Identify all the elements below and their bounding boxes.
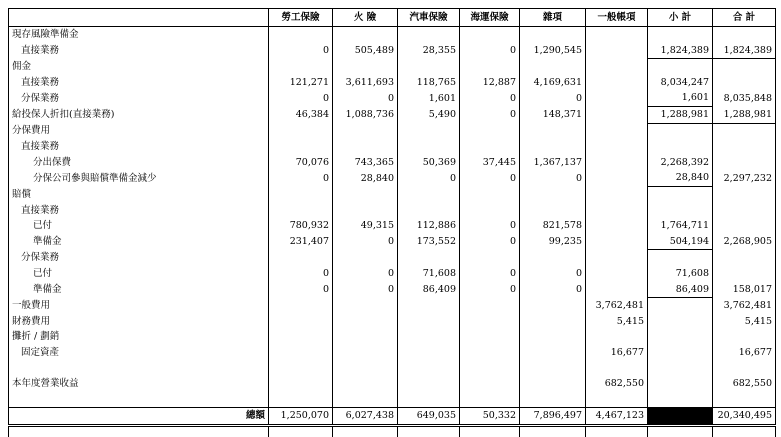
value-cell: 682,550	[713, 376, 776, 392]
value-cell: 0	[520, 170, 586, 186]
value-cell	[586, 392, 648, 408]
value-cell	[520, 59, 586, 75]
value-cell	[586, 186, 648, 202]
total-row	[9, 408, 776, 426]
value-cell	[460, 250, 520, 266]
value-cell	[269, 123, 333, 139]
value-cell	[269, 27, 333, 43]
table-row	[9, 155, 776, 171]
row-label: 直接業務	[9, 75, 269, 91]
value-cell: 28,840	[648, 170, 713, 186]
value-cell	[586, 329, 648, 345]
value-cell	[520, 139, 586, 155]
value-cell	[460, 59, 520, 75]
value-cell	[586, 266, 648, 282]
value-cell	[586, 75, 648, 91]
value-cell: 1,088,736	[333, 106, 398, 123]
value-cell: 0	[460, 90, 520, 106]
value-cell: 0	[460, 43, 520, 59]
value-cell	[648, 329, 713, 345]
value-cell	[586, 282, 648, 298]
value-cell	[648, 123, 713, 139]
table-row	[9, 360, 776, 376]
value-cell: 4,169,631	[520, 75, 586, 91]
value-cell	[520, 329, 586, 345]
value-cell: 780,932	[269, 218, 333, 234]
value-cell: 5,415	[713, 314, 776, 330]
table-row	[9, 218, 776, 234]
footer-row	[9, 425, 776, 437]
value-cell: 0	[269, 170, 333, 186]
value-cell: 16,677	[586, 345, 648, 361]
value-cell	[586, 218, 648, 234]
table-row	[9, 376, 776, 392]
value-cell	[586, 234, 648, 250]
value-cell: 5,415	[586, 314, 648, 330]
table-row	[9, 170, 776, 186]
value-cell	[333, 376, 398, 392]
table-row	[9, 106, 776, 123]
row-label: 固定資產	[9, 345, 269, 361]
row-label: 現存風險準備金	[9, 27, 269, 43]
row-label: 已付	[9, 218, 269, 234]
value-cell: 1,288,981	[713, 106, 776, 123]
value-cell: 743,365	[333, 155, 398, 171]
value-cell: 3,611,693	[333, 75, 398, 91]
subtotal-blackout-cell	[648, 408, 713, 426]
row-label: 已付	[9, 266, 269, 282]
value-cell	[586, 250, 648, 266]
value-cell	[648, 27, 713, 43]
value-cell	[460, 186, 520, 202]
value-cell	[713, 186, 776, 202]
value-cell	[648, 392, 713, 408]
table-row	[9, 250, 776, 266]
value-cell	[460, 360, 520, 376]
value-cell	[398, 360, 460, 376]
value-cell: 1,367,137	[520, 155, 586, 171]
value-cell: 16,677	[713, 345, 776, 361]
value-cell: 86,409	[398, 282, 460, 298]
table-row	[9, 329, 776, 345]
header-general-items: 一般帳項	[586, 9, 648, 27]
value-cell: 50,369	[398, 155, 460, 171]
value-cell: 0	[520, 282, 586, 298]
value-cell: 173,552	[398, 234, 460, 250]
table-row	[9, 298, 776, 314]
value-cell: 505,489	[333, 43, 398, 59]
value-cell	[398, 186, 460, 202]
row-label: 本年度營業收益	[9, 376, 269, 392]
row-label: 準備金	[9, 234, 269, 250]
value-cell	[713, 155, 776, 171]
value-cell	[713, 203, 776, 219]
value-cell: 118,765	[398, 75, 460, 91]
table-row	[9, 266, 776, 282]
header-marine-insurance: 海運保險	[460, 9, 520, 27]
value-cell	[520, 186, 586, 202]
header-miscellaneous: 雜項	[520, 9, 586, 27]
value-cell: 821,578	[520, 218, 586, 234]
value-cell: 46,384	[269, 106, 333, 123]
value-cell	[586, 139, 648, 155]
financial-table	[8, 8, 776, 437]
value-cell	[269, 203, 333, 219]
row-label: 佣金	[9, 59, 269, 75]
value-cell: 71,608	[648, 266, 713, 282]
value-cell	[333, 392, 398, 408]
value-cell: 8,035,848	[713, 90, 776, 106]
value-cell	[333, 203, 398, 219]
value-cell	[586, 59, 648, 75]
table-row	[9, 203, 776, 219]
table-row	[9, 27, 776, 43]
row-label: 直接業務	[9, 203, 269, 219]
header-row	[9, 9, 776, 27]
value-cell	[333, 59, 398, 75]
row-label: 財務費用	[9, 314, 269, 330]
value-cell	[520, 250, 586, 266]
value-cell	[460, 203, 520, 219]
value-cell	[333, 250, 398, 266]
value-cell	[333, 360, 398, 376]
value-cell: 0	[460, 218, 520, 234]
value-cell	[648, 345, 713, 361]
value-cell	[648, 203, 713, 219]
value-cell	[713, 360, 776, 376]
value-cell	[269, 314, 333, 330]
value-cell	[713, 123, 776, 139]
value-cell	[460, 314, 520, 330]
value-cell	[333, 329, 398, 345]
value-cell: 231,407	[269, 234, 333, 250]
value-cell: 0	[269, 282, 333, 298]
value-cell	[520, 360, 586, 376]
row-label: 分保公司參與賠償準備金減少	[9, 170, 269, 186]
value-cell	[520, 345, 586, 361]
total-cell: 20,340,495	[713, 408, 776, 426]
row-label	[9, 392, 269, 408]
value-cell	[398, 392, 460, 408]
value-cell: 0	[460, 282, 520, 298]
value-cell	[460, 139, 520, 155]
value-cell	[586, 43, 648, 59]
value-cell	[333, 298, 398, 314]
total-cell: 7,896,497	[520, 408, 586, 426]
row-label: 給投保人折扣(直接業務)	[9, 106, 269, 123]
value-cell: 86,409	[648, 282, 713, 298]
value-cell: 1,824,389	[713, 43, 776, 59]
value-cell	[648, 360, 713, 376]
value-cell: 0	[460, 170, 520, 186]
value-cell: 0	[460, 106, 520, 123]
value-cell: 682,550	[586, 376, 648, 392]
value-cell: 37,445	[460, 155, 520, 171]
value-cell	[586, 155, 648, 171]
total-cell: 6,027,438	[333, 408, 398, 426]
value-cell	[713, 329, 776, 345]
value-cell	[269, 298, 333, 314]
value-cell: 0	[460, 234, 520, 250]
total-cell: 4,467,123	[586, 408, 648, 426]
value-cell: 0	[333, 90, 398, 106]
value-cell	[269, 186, 333, 202]
value-cell: 121,271	[269, 75, 333, 91]
value-cell	[713, 218, 776, 234]
row-label: 分出保費	[9, 155, 269, 171]
value-cell: 1,601	[398, 90, 460, 106]
row-label: 賠償	[9, 186, 269, 202]
value-cell	[460, 376, 520, 392]
value-cell	[648, 376, 713, 392]
table-row	[9, 139, 776, 155]
value-cell: 0	[520, 90, 586, 106]
value-cell	[398, 345, 460, 361]
value-cell	[713, 59, 776, 75]
value-cell	[586, 203, 648, 219]
table-row	[9, 186, 776, 202]
value-cell	[460, 298, 520, 314]
value-cell	[333, 186, 398, 202]
value-cell	[586, 170, 648, 186]
value-cell: 2,297,232	[713, 170, 776, 186]
value-cell: 112,886	[398, 218, 460, 234]
value-cell	[713, 392, 776, 408]
table-row	[9, 345, 776, 361]
value-cell: 0	[520, 266, 586, 282]
value-cell: 0	[460, 266, 520, 282]
value-cell	[460, 345, 520, 361]
value-cell	[648, 314, 713, 330]
value-cell	[520, 203, 586, 219]
value-cell	[460, 329, 520, 345]
value-cell	[713, 266, 776, 282]
value-cell: 3,762,481	[713, 298, 776, 314]
total-cell: 649,035	[398, 408, 460, 426]
value-cell	[398, 139, 460, 155]
table-row	[9, 90, 776, 106]
total-label: 總額	[9, 408, 269, 426]
value-cell: 0	[333, 266, 398, 282]
header-fire-insurance: 火 險	[333, 9, 398, 27]
table-row	[9, 59, 776, 75]
value-cell	[398, 329, 460, 345]
value-cell	[648, 59, 713, 75]
table-row	[9, 123, 776, 139]
value-cell	[460, 392, 520, 408]
value-cell: 148,371	[520, 106, 586, 123]
row-label: 準備金	[9, 282, 269, 298]
table-row	[9, 43, 776, 59]
value-cell	[269, 392, 333, 408]
row-label	[9, 360, 269, 376]
row-label: 直接業務	[9, 139, 269, 155]
value-cell: 0	[333, 282, 398, 298]
header-auto-insurance: 汽車保險	[398, 9, 460, 27]
value-cell	[269, 360, 333, 376]
value-cell	[648, 298, 713, 314]
header-labor-insurance: 勞工保險	[269, 9, 333, 27]
value-cell: 5,490	[398, 106, 460, 123]
table-row	[9, 282, 776, 298]
value-cell	[398, 59, 460, 75]
value-cell: 28,840	[333, 170, 398, 186]
table-body	[9, 27, 776, 408]
value-cell: 49,315	[333, 218, 398, 234]
value-cell	[269, 376, 333, 392]
value-cell: 1,601	[648, 90, 713, 106]
row-label: 分保費用	[9, 123, 269, 139]
value-cell: 0	[269, 90, 333, 106]
value-cell	[713, 27, 776, 43]
value-cell: 12,887	[460, 75, 520, 91]
value-cell	[269, 59, 333, 75]
value-cell: 70,076	[269, 155, 333, 171]
value-cell	[269, 345, 333, 361]
value-cell	[586, 27, 648, 43]
row-label: 直接業務	[9, 43, 269, 59]
header-subtotal: 小 計	[648, 9, 713, 27]
value-cell	[269, 139, 333, 155]
value-cell: 158,017	[713, 282, 776, 298]
value-cell	[520, 376, 586, 392]
value-cell: 3,762,481	[586, 298, 648, 314]
value-cell: 0	[398, 170, 460, 186]
row-label: 攤折 / 劃銷	[9, 329, 269, 345]
value-cell: 1,764,711	[648, 218, 713, 234]
value-cell	[333, 123, 398, 139]
table-row	[9, 75, 776, 91]
value-cell	[520, 314, 586, 330]
value-cell: 0	[333, 234, 398, 250]
value-cell: 28,355	[398, 43, 460, 59]
value-cell	[398, 203, 460, 219]
value-cell	[460, 123, 520, 139]
total-cell: 50,332	[460, 408, 520, 426]
value-cell: 0	[269, 43, 333, 59]
value-cell	[713, 75, 776, 91]
header-total: 合 計	[713, 9, 776, 27]
table-row	[9, 392, 776, 408]
value-cell	[520, 123, 586, 139]
value-cell	[398, 250, 460, 266]
value-cell	[520, 392, 586, 408]
value-cell: 1,290,545	[520, 43, 586, 59]
value-cell	[269, 329, 333, 345]
value-cell	[333, 27, 398, 43]
value-cell	[398, 314, 460, 330]
value-cell	[648, 139, 713, 155]
value-cell: 1,288,981	[648, 106, 713, 123]
row-label: 一般費用	[9, 298, 269, 314]
value-cell	[586, 360, 648, 376]
value-cell	[460, 27, 520, 43]
value-cell	[333, 314, 398, 330]
row-label: 分保業務	[9, 90, 269, 106]
value-cell: 99,235	[520, 234, 586, 250]
value-cell	[648, 186, 713, 202]
row-label: 分保業務	[9, 250, 269, 266]
value-cell: 1,824,389	[648, 43, 713, 59]
table-row	[9, 234, 776, 250]
value-cell	[398, 376, 460, 392]
value-cell	[586, 106, 648, 123]
value-cell	[398, 123, 460, 139]
value-cell: 8,034,247	[648, 75, 713, 91]
value-cell	[398, 298, 460, 314]
value-cell	[333, 139, 398, 155]
header-label-cell	[9, 9, 269, 27]
value-cell	[648, 250, 713, 266]
value-cell: 71,608	[398, 266, 460, 282]
value-cell	[269, 250, 333, 266]
total-cell: 1,250,070	[269, 408, 333, 426]
value-cell	[520, 298, 586, 314]
value-cell	[586, 90, 648, 106]
value-cell: 504,194	[648, 234, 713, 250]
value-cell	[398, 27, 460, 43]
value-cell: 2,268,905	[713, 234, 776, 250]
value-cell	[713, 250, 776, 266]
value-cell	[333, 345, 398, 361]
table-row	[9, 314, 776, 330]
value-cell: 0	[269, 266, 333, 282]
value-cell: 2,268,392	[648, 155, 713, 171]
value-cell	[586, 123, 648, 139]
value-cell	[713, 139, 776, 155]
value-cell	[520, 27, 586, 43]
